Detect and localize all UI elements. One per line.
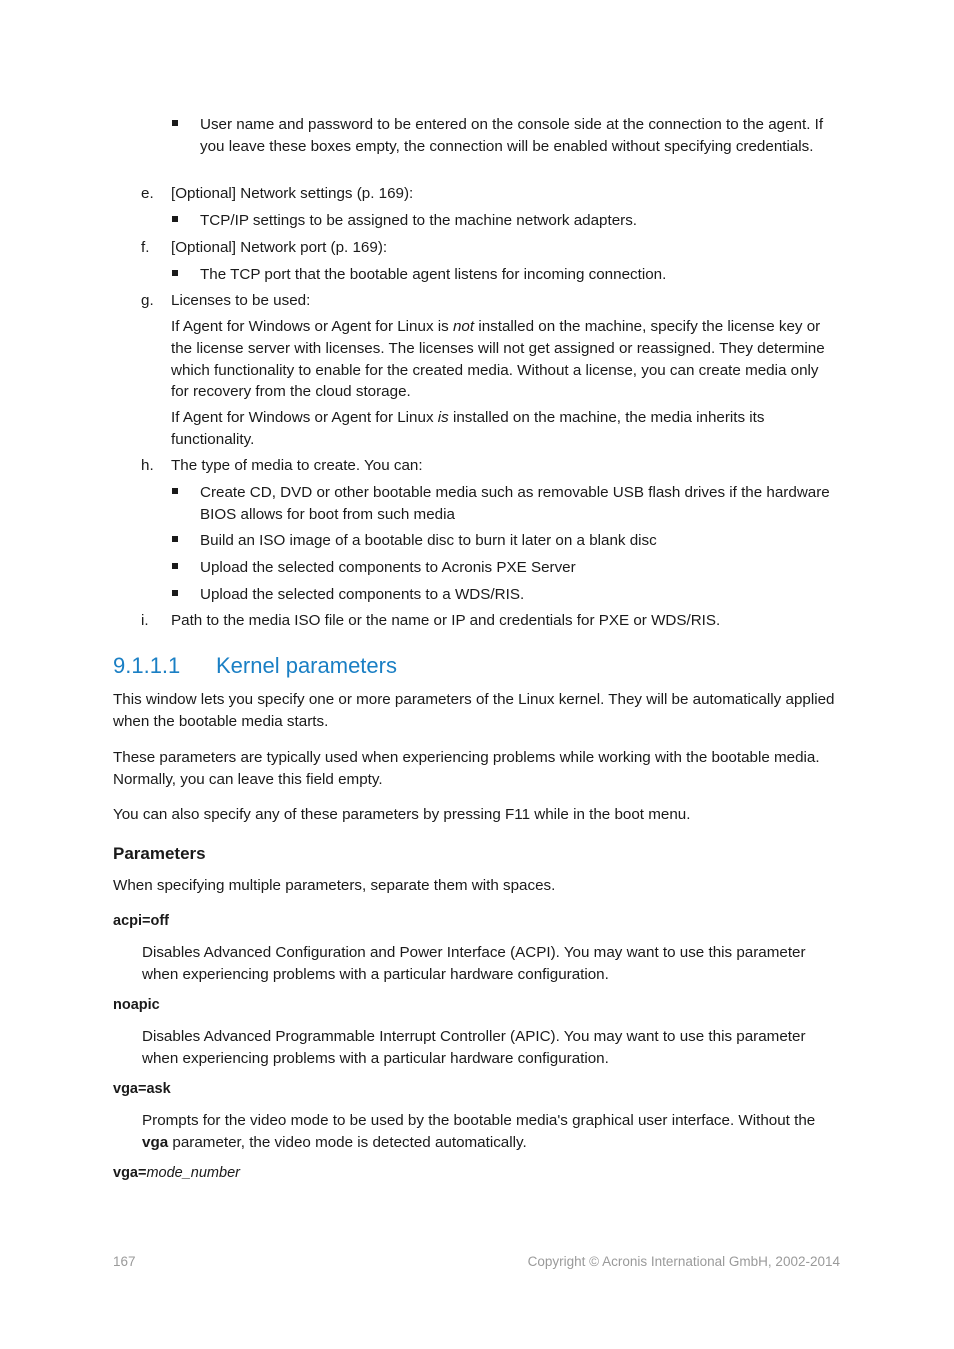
list-letter-g: g.: [141, 292, 154, 309]
text: installed on the machine, specify the license key or the license server with licenses. The licenses will not get assigned or reassigned. They determine which functionality to enable for the created media. Without a license, you can create media only for recovery from the cloud storage.: [171, 318, 825, 401]
bullet-media-wds: Upload the selected components to a WDS/RIS.: [200, 586, 525, 603]
text: installed on the machine, the media inherits its functionality.: [171, 409, 765, 448]
list-letter-f: f.: [141, 239, 150, 256]
bullet-tcpip: TCP/IP settings to be assigned to the machine network adapters.: [200, 212, 638, 229]
text: If Agent for Windows or Agent for Linux is: [171, 318, 453, 335]
bullet-media-pxe: Upload the selected components to Acronis PXE Server: [200, 559, 576, 576]
bold-text: vga=: [113, 1165, 147, 1181]
list-letter-e: e.: [141, 185, 154, 202]
bullet-credentials: User name and password to be entered on the console side at the connection to the agent. If you leave these boxes empty, the connection will be enabled without specifying credentials.: [200, 116, 824, 155]
list-item-i: Path to the media ISO file or the name or IP and credentials for PXE or WDS/RIS.: [171, 612, 721, 629]
section-paragraph-2: These parameters are typically used when experiencing problems while working with the bootable media. Normally, you can leave this field empty.: [113, 749, 820, 788]
list-letter-i: i.: [141, 612, 149, 629]
bullet-icon: [172, 488, 178, 494]
param-vgaask-name: vga=ask: [113, 1081, 171, 1097]
parameters-heading: Parameters: [113, 844, 206, 863]
emphasis: mode_number: [146, 1165, 240, 1181]
section-title: Kernel parameters: [216, 653, 397, 678]
list-letter-h: h.: [141, 457, 154, 474]
licenses-paragraph-2: [171, 407, 840, 451]
param-acpi-name: acpi=off: [113, 913, 169, 929]
bold-text: vga: [142, 1133, 169, 1151]
section-number: 9.1.1.1: [113, 653, 181, 678]
list-item-e: [Optional] Network settings (p. 169):: [171, 185, 414, 202]
page-number: 167: [113, 1254, 136, 1269]
bullet-icon: [172, 536, 178, 542]
text: If Agent for Windows or Agent for Linux: [171, 409, 438, 426]
param-noapic-desc: Disables Advanced Programmable Interrupt Controller (APIC). You may want to use this parameter when experiencing problems with a particular hardware configuration.: [142, 1028, 806, 1067]
section-heading: [113, 652, 397, 680]
emphasis: not: [452, 318, 475, 335]
text: parameter, the video mode is detected automatically.: [168, 1133, 527, 1151]
bullet-port: The TCP port that the bootable agent listens for incoming connection.: [200, 266, 667, 283]
bullet-icon: [172, 216, 178, 222]
emphasis: is: [437, 409, 449, 426]
parameters-intro: When specifying multiple parameters, separate them with spaces.: [113, 877, 556, 894]
param-vgamode-name: [113, 1163, 240, 1185]
bullet-icon: [172, 270, 178, 276]
copyright-notice: Copyright © Acronis International GmbH, 2002-2014: [527, 1254, 840, 1269]
list-item-g: Licenses to be used:: [171, 292, 311, 309]
section-paragraph-3: You can also specify any of these parameters by pressing F11 while in the boot menu.: [113, 806, 691, 823]
param-acpi-desc: Disables Advanced Configuration and Power Interface (ACPI). You may want to use this parameter when experiencing problems with a particular hardware configuration.: [142, 944, 806, 983]
licenses-paragraph-1: [171, 316, 840, 403]
text: Prompts for the video mode to be used by the bootable media's graphical user interface. Without the: [142, 1112, 816, 1129]
section-paragraph-1: This window lets you specify one or more parameters of the Linux kernel. They will be automatically applied when the bootable media starts.: [113, 691, 835, 730]
param-vgaask-desc: [142, 1110, 840, 1154]
list-item-h: The type of media to create. You can:: [171, 457, 423, 474]
bullet-media-cd: Create CD, DVD or other bootable media such as removable USB flash drives if the hardware BIOS allows for boot from such media: [200, 484, 830, 523]
bullet-icon: [172, 590, 178, 596]
list-item-f: [Optional] Network port (p. 169):: [171, 239, 388, 256]
bullet-media-iso: Build an ISO image of a bootable disc to burn it later on a blank disc: [200, 532, 657, 549]
param-noapic-name: noapic: [113, 997, 160, 1013]
bullet-icon: [172, 563, 178, 569]
bullet-icon: [172, 120, 178, 126]
